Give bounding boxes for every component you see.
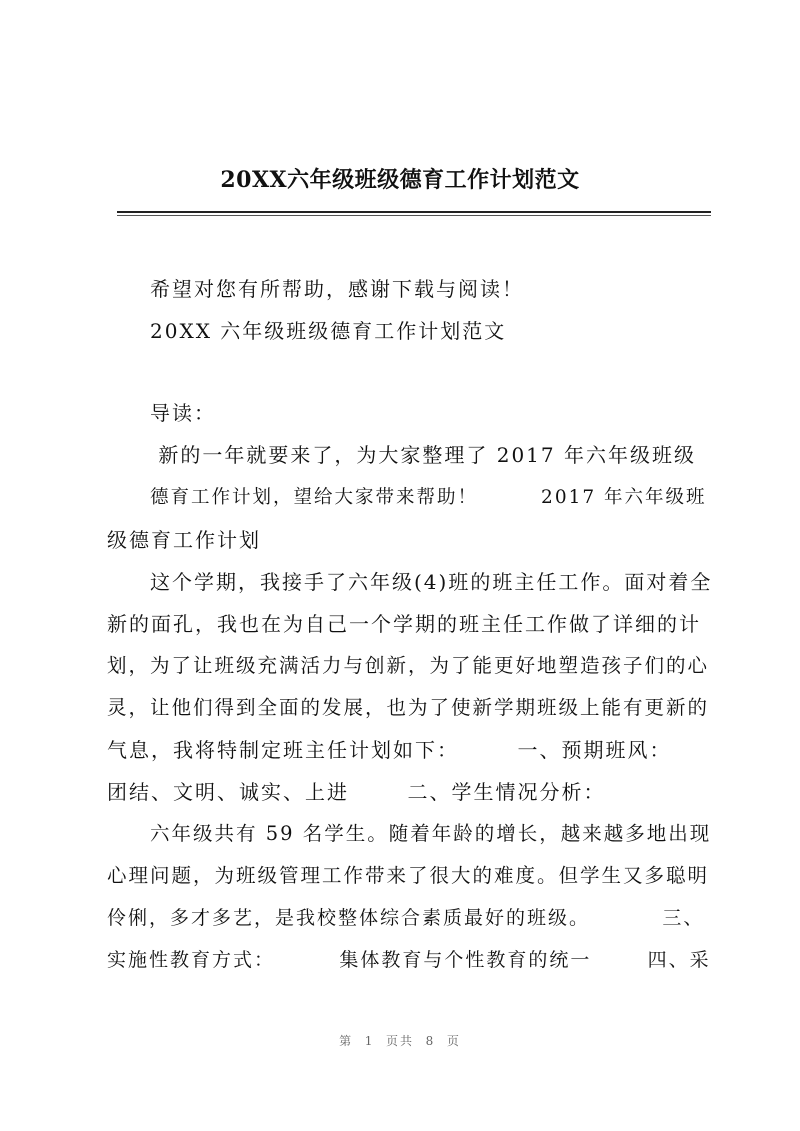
paragraph-line: 灵，让他们得到全面的发展，也为了使新学期班级上能有更新的 [107,696,710,719]
paragraph-line: 新的一年就要来了，为大家整理了 2017 年六年级班级 [150,443,696,467]
paragraph-line: 新的面孔，我也在为自己一个学期的班主任工作做了详细的计 [107,612,701,636]
paragraph-line: 德育工作计划，望给大家带来帮助！ 2017 年六年级班 [150,487,707,508]
subtitle-line: 20XX 六年级班级德育工作计划范文 [150,319,507,343]
guide-heading: 导读： [150,401,216,425]
paragraph-line: 实施性教育方式： 集体教育与个性教育的统一 四、采 [107,949,711,971]
paragraph-line: 六年级共有 59 名学生。随着年龄的增长，越来越多地出现 [150,822,712,845]
paragraph-line: 这个学期，我接手了六年级(4)班的班主任工作。面对着全 [150,570,713,594]
paragraph-line: 级德育工作计划 [107,528,261,552]
paragraph-line: 气息，我将特制定班主任计划如下： 一、预期班风： [107,738,672,762]
paragraph-line: 团结、文明、诚实、上进 二、学生情况分析： [107,780,606,804]
intro-line: 希望对您有所帮助，感谢下载与阅读！ [150,277,524,301]
title-divider [117,211,711,213]
paragraph-line: 伶俐，多才多艺，是我校整体综合素质最好的班级。 三、 [107,907,705,929]
title-divider-thin [117,215,711,216]
page-title: 20XX六年级班级德育工作计划范文 [220,167,580,193]
paragraph-line: 划，为了让班级充满活力与创新，为了能更好地塑造孩子们的心 [107,654,710,677]
page-number: 第 1 页共 8 页 [339,1034,461,1048]
paragraph-line: 心理问题，为班级管理工作带来了很大的难度。但学生又多聪明 [107,864,710,887]
